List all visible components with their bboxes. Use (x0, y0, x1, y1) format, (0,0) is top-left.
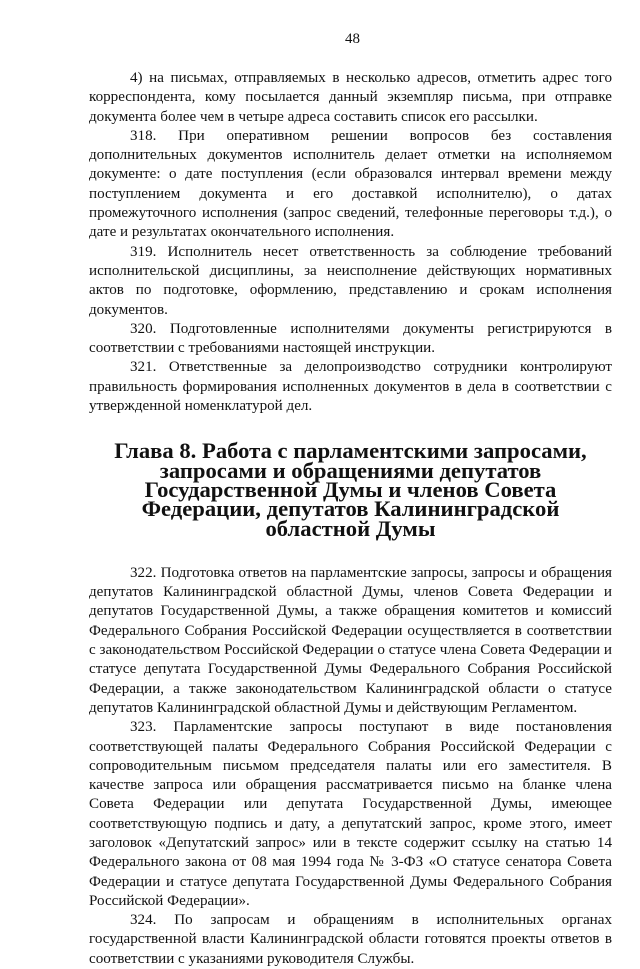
page-number: 48 (345, 31, 360, 47)
paragraph-324: 324. По запросам и обращениям в исполнительных органах государственной власти Калининградской области готовятся проекты ответов в соответствии с указаниями руководителя Службы. (89, 912, 612, 967)
paragraph-321: 321. Ответственные за делопроизводство сотрудники контролируют правильность формирования исполненных документов в дела в соответствии с утвержденной номенклатурой дел. (89, 359, 612, 415)
chapter-title: Глава 8. Работа с парламентскими запросами, запросами и обращениями депутатов Государственной Думы и членов Совета Федерации, депутатов Калининградской областной Думы (114, 438, 587, 541)
paragraph-323: 323. Парламентские запросы поступают в виде постановления соответствующей палаты Федерального Собрания Российской Федерации с сопроводительным письмом председателя палаты или его заместителя. В качестве запроса или обращения рассматривается письмо на бланке члена Совета Федерации или депутата Государственной Думы, имеющее соответствующую подпись и дату, а депутатский запрос, кроме этого, имеет заголовок «Депутатский запрос» или в тексте содержит ссылку на статью 14 Федерального закона от 08 мая 1994 года № 3-ФЗ «О статусе сенатора Совета Федерации и статусе депутата Государственной Думы Федерального Собрания Российской Федерации». (89, 719, 612, 909)
paragraph-322: 322. Подготовка ответов на парламентские запросы, запросы и обращения депутатов Калининградской областной Думы, членов Совета Федерации и депутатов Государственной Думы, а также обращения комитетов и комиссий Федерального Собрания Российской Федерации осуществляется в соответствии с законодательством Российской Федерации о статусе члена Совета Федерации и статусе депутата Государственной Думы Федерального Собрания Российской Федерации, а также законодательством Калининградской области о статусе депутатов Калининградской областной Думы и действующим Регламентом. (89, 564, 612, 716)
paragraph-320: 320. Подготовленные исполнителями документы регистрируются в соответствии с требованиями настоящей инструкции. (89, 320, 612, 357)
paragraph-item-4: 4) на письмах, отправляемых в несколько адресов, отметить адрес того корреспондента, кому посылается данный экземпляр письма, при отправке документа более чем в четыре адреса составить список его рассылки. (89, 70, 612, 125)
paragraph-319: 319. Исполнитель несет ответственность за соблюдение требований исполнительской дисциплины, за неисполнение действующих нормативных актов по подготовке, оформлению, представлению и срокам исполнения документов. (89, 243, 612, 318)
paragraph-318: 318. При оперативном решении вопросов без составления дополнительных документов исполнитель делает отметки на исполняемом документе: о дате поступления (если образовался интервал времени между поступлением документа и его доставкой исполнителю), о датах промежуточного исполнения (запрос сведений, телефонные переговоры т.д.), о дате и результатах окончательного исполнения. (89, 127, 612, 241)
